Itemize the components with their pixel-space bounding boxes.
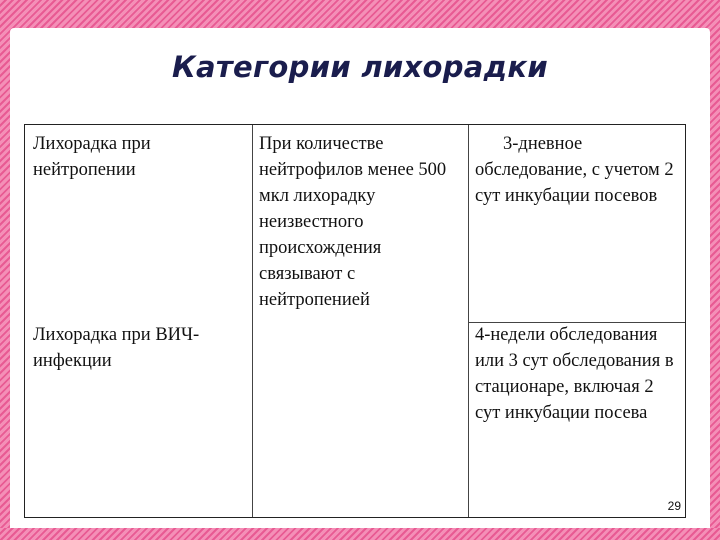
table-cell-category: Лихорадка при ВИЧ-инфекции <box>33 325 200 371</box>
table-cell-category: Лихорадка при нейтропении <box>33 134 151 180</box>
table-cell-examination: 4-недели обследования или 3 сут обследования в стационаре, включая 2 сут инкубации посева <box>475 325 674 423</box>
page-number: 29 <box>667 499 681 513</box>
slide-title: Категории лихорадки <box>172 50 548 84</box>
fever-categories-table <box>24 124 686 518</box>
table-cell-definition: При количестве нейтрофилов менее 500 мкл лихорадку неизвестного происхождения связывают с нейтропенией <box>259 134 447 310</box>
slide-bottom-border <box>0 528 720 540</box>
column-divider <box>468 125 469 517</box>
column-divider <box>252 125 253 517</box>
table-cell-examination: 3-дневное обследование, с учетом 2 сут инкубации посевов <box>475 134 674 206</box>
